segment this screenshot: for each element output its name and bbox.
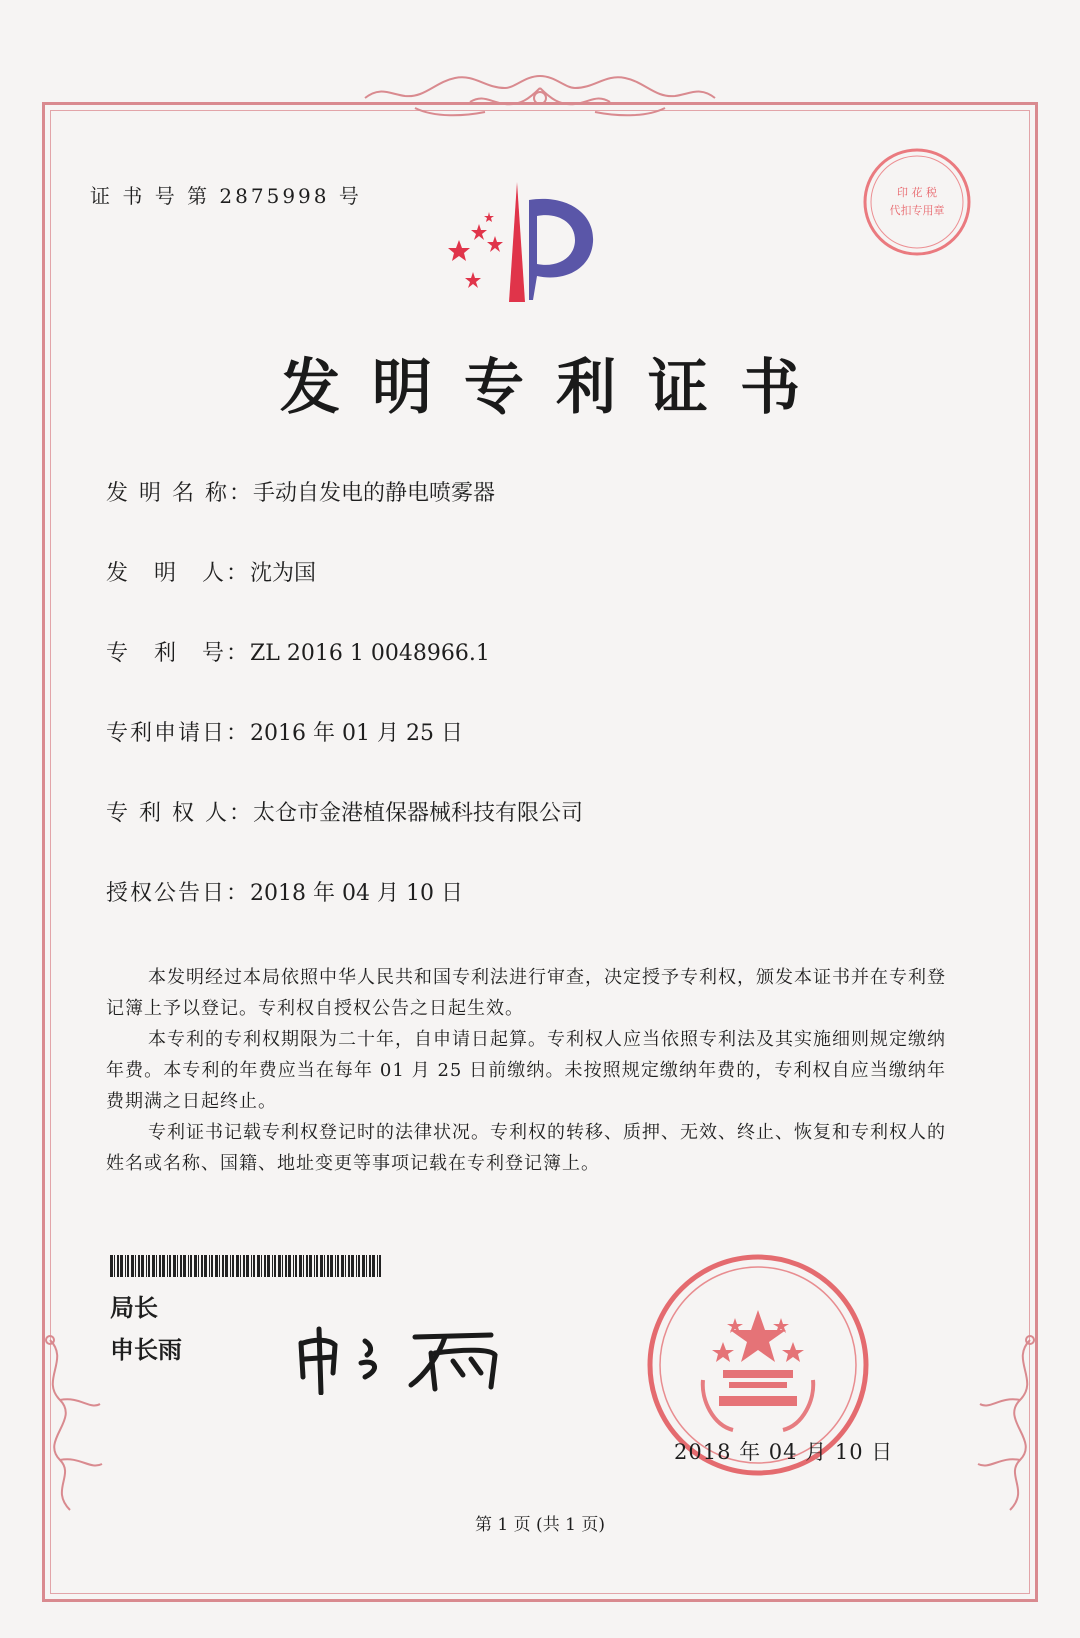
field-value: 2016 年 01 月 25 日 (250, 721, 463, 746)
field-inventor (106, 556, 316, 587)
field-label: 专 利 号： (106, 641, 251, 666)
field-application-date (106, 716, 463, 747)
bottom-right-ornament (960, 1330, 1050, 1520)
field-value: 沈为国 (250, 561, 317, 586)
svg-text:印 花 税: 印 花 税 (897, 186, 937, 199)
field-value: 太仓市金港植保器械科技有限公司 (252, 801, 583, 826)
body-paragraph: 本专利的专利权期限为二十年，自申请日起算。专利权人应当依照专利法及其实施细则规定缴纳年费。本专利的年费应当在每年 01 月 25 日前缴纳。未按照规定缴纳年费的，专利权自应当缴纳年费期满之日起终止。 (106, 1029, 946, 1112)
tax-stamp-seal-icon (862, 130, 972, 270)
issue-date: 2018 年 04 月 10 日 (674, 1440, 894, 1464)
bottom-left-ornament (30, 1330, 120, 1520)
field-value: 2018 年 04 月 10 日 (250, 881, 463, 906)
field-label: 专 利 权 人： (106, 801, 253, 826)
page-footer: 第 1 页 (共 1 页) (475, 1515, 605, 1535)
certificate-body (106, 962, 946, 1179)
certificate-border-inner (50, 110, 1030, 1594)
field-label: 发 明 名 称： (106, 481, 253, 506)
field-value: 手动自发电的静电喷雾器 (252, 481, 495, 506)
field-invention-name (106, 476, 495, 507)
field-value: ZL 2016 1 0048966.1 (250, 641, 490, 666)
signature-icon (295, 1325, 525, 1395)
director-title: 局长 (110, 1294, 158, 1322)
field-label: 专利申请日： (106, 721, 251, 746)
barcode-icon (110, 1255, 385, 1277)
field-grant-date (106, 876, 463, 907)
certificate-title: 发明专利证书 (280, 353, 832, 423)
field-label: 授权公告日： (106, 881, 251, 906)
svg-text:代扣专用章: 代扣专用章 (889, 204, 945, 217)
certificate-number: 证 书 号 第 2875998 号 (90, 184, 362, 208)
field-patentee (106, 796, 583, 827)
field-patent-number (106, 636, 490, 667)
field-label: 发 明 人： (106, 561, 251, 586)
cnipa-logo-icon (445, 182, 605, 302)
top-ornament (355, 68, 725, 128)
body-paragraph: 专利证书记载专利权登记时的法律状况。专利权的转移、质押、无效、终止、恢复和专利权人的姓名或名称、国籍、地址变更等事项记载在专利登记簿上。 (106, 1122, 946, 1174)
body-paragraph: 本发明经过本局依照中华人民共和国专利法进行审查，决定授予专利权，颁发本证书并在专利登记簿上予以登记。专利权自授权公告之日起生效。 (106, 967, 946, 1019)
director-name: 申长雨 (110, 1336, 182, 1364)
